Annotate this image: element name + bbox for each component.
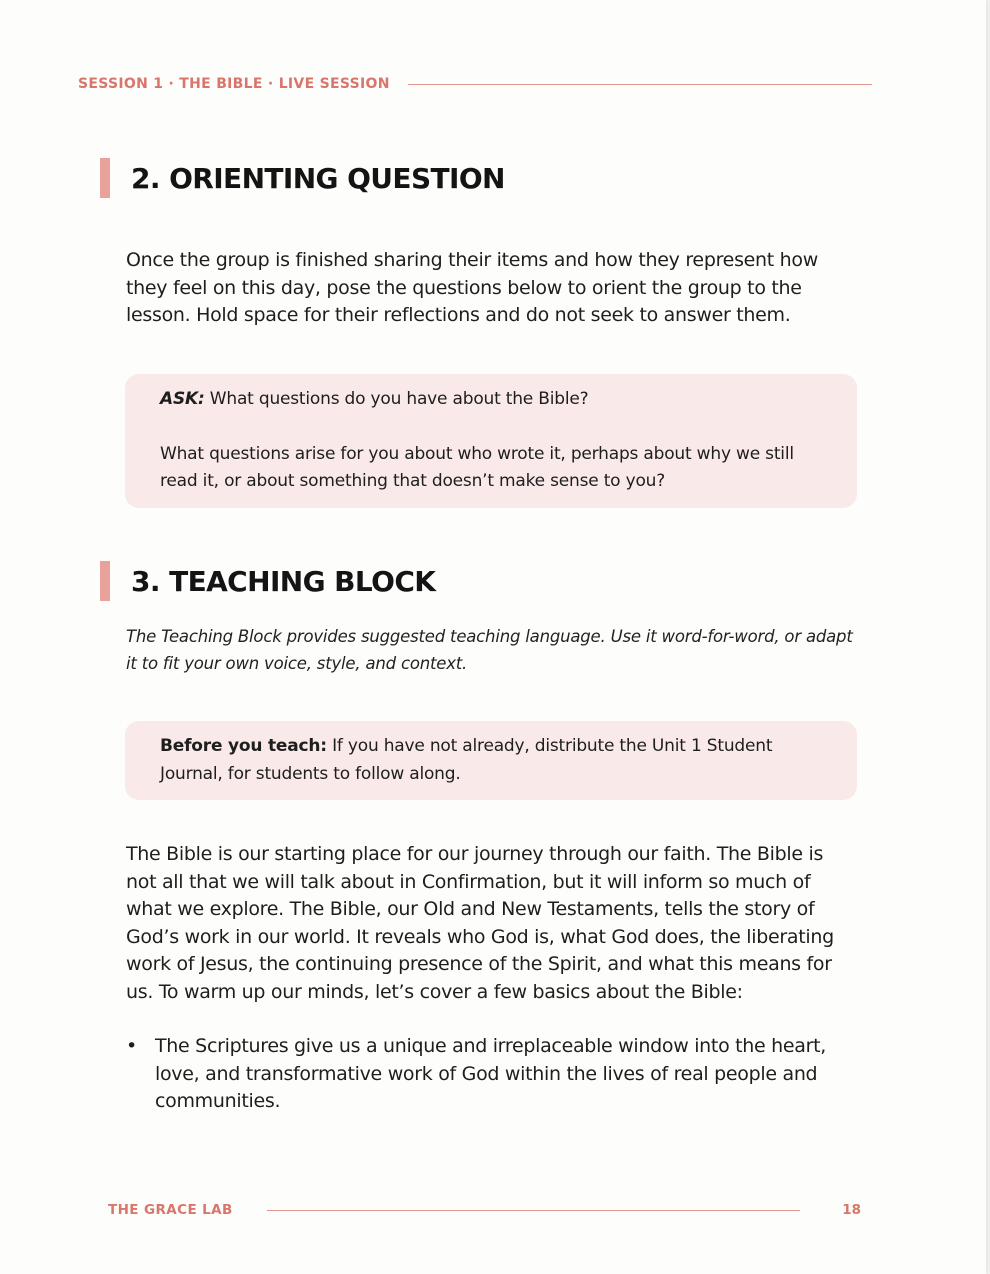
ask-line [160,386,823,414]
orienting-title: 2. ORIENTING QUESTION [131,161,505,195]
heading-accent-bar [100,561,110,601]
footer-brand: THE GRACE LAB [108,1202,233,1218]
list-item [126,1033,858,1116]
teaching-body: The Bible is our starting place for our journey through our faith. The Bible is not all that we will talk about in Confirmation, but it will inform so much of what we explore. The Bible, our Old and New Testaments, tells the story of God’s work in our world. It reveals who God is, what God does, the liberating work of Jesus, the continuing presence of the Spirit, and what this means for us. To warm up our minds, let’s cover a few basics about the Bible: [126,843,834,1003]
running-header [78,76,872,92]
before-teach-line [160,733,823,788]
ask-followup: What questions arise for you about who wrote it, perhaps about why we still read it, or about something that doesn’t make sense to you? [160,443,794,491]
footer-rule [267,1210,800,1211]
ask-text: What questions do you have about the Bible? [204,389,589,409]
before-teach-label: Before you teach: [160,736,327,756]
before-teach-text: If you have not already, distribute the Unit 1 Student Journal, for students to follow along. [160,736,773,784]
page-number: 18 [842,1202,861,1218]
header-rule [408,84,872,85]
heading-accent-bar [100,158,110,198]
section-heading-orienting [100,158,505,198]
bullet-text: The Scriptures give us a unique and irreplaceable window into the heart, love, and transformative work of God within the lives of real people and communities. [155,1035,827,1112]
teaching-bullet-list [126,1033,858,1116]
ask-callout [125,374,857,508]
section-heading-teaching [100,561,435,601]
orienting-body: Once the group is finished sharing their items and how they represent how they feel on this day, pose the questions below to orient the group to the lesson. Hold space for their reflections and do not seek to answer them. [126,249,818,326]
ask-label: ASK: [160,389,205,409]
teaching-title: 3. TEACHING BLOCK [131,564,436,598]
teaching-intro: The Teaching Block provides suggested teaching language. Use it word-for-word, or adapt it to fit your own voice, style, and context. [126,627,853,673]
header-text: SESSION 1 · THE BIBLE · LIVE SESSION [78,76,390,92]
bullet-icon: • [126,1035,137,1057]
running-footer [108,1202,861,1218]
before-teach-callout [125,721,857,800]
